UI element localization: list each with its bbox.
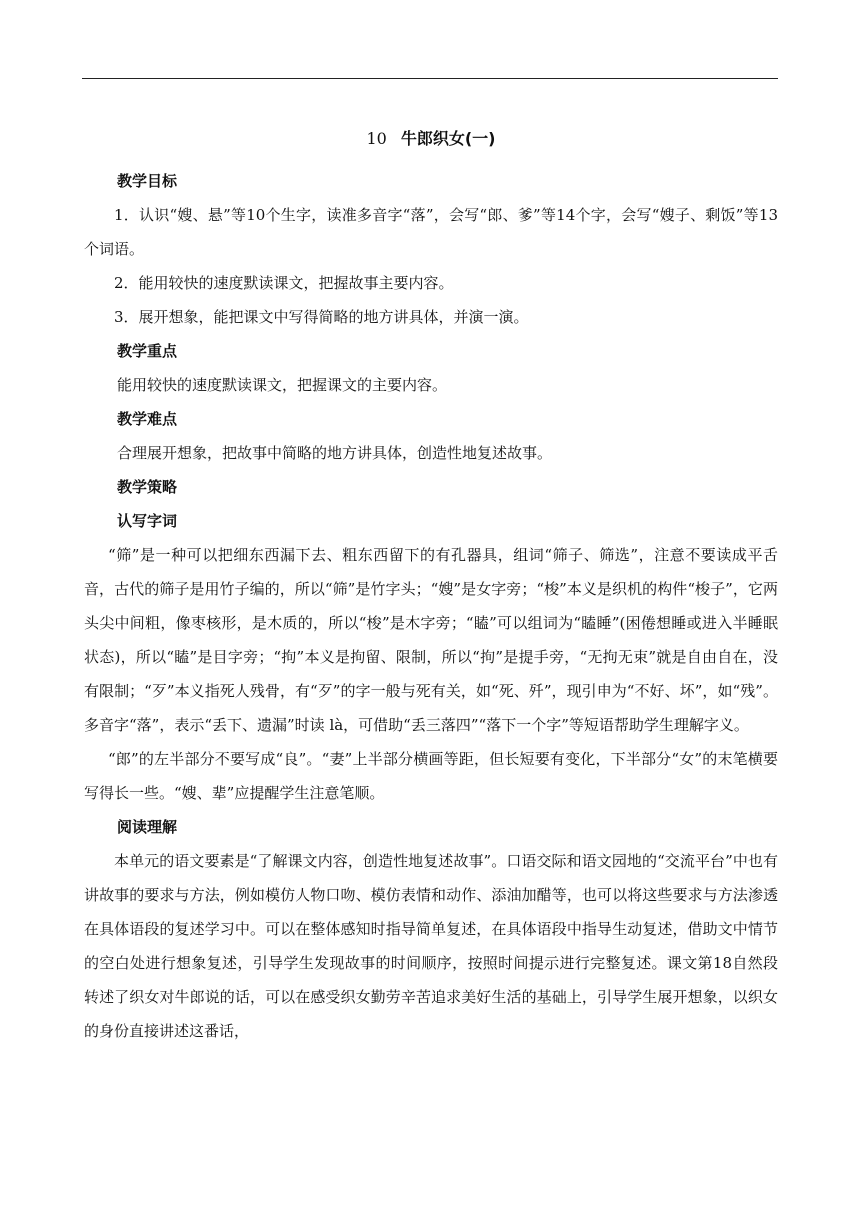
difficulties-text: 合理展开想象，把故事中简略的地方讲具体，创造性地复述故事。: [117, 444, 553, 462]
section-heading-goals: 教学目标: [117, 172, 178, 190]
words-paragraph-1: “筛”是一种可以把细东西漏下去、粗东西留下的有孔器具，组词“筛子、筛选”，注意不要读成平舌音，古代的筛子是用竹子编的，所以“筛”是竹字头；“嫂”是女字旁；“梭”本义是织机的构件“梭子”，它两头尖中间粗，像枣核形，是木质的，所以“梭”是木字旁；“瞌”可以组词为“瞌睡”(困倦想睡或进入半睡眠状态)，所以“瞌”是目字旁；“拘”本义是拘留、限制，所以“拘”是提手旁，“无拘无束”就是自由自在，没有限制；“歹”本义指死人残骨，有“歹”的字一般与死有关，如“死、歼”，现引申为“不好、坏”，如“残”。多音字“落”，表示“丢下、遗漏”时读 là，可借助“丢三落四”“落下一个字”等短语帮助学生理解字义。: [84, 546, 778, 734]
goal-item-2: 2．能用较快的速度默读课文，把握故事主要内容。: [114, 274, 454, 292]
subsection-heading-words: 认写字词: [117, 512, 178, 530]
section-heading-strategy: 教学策略: [117, 478, 178, 496]
words-paragraph-2: “郎”的左半部分不要写成“良”。“妻”上半部分横画等距，但长短要有变化，下半部分“女”的末笔横要写得长一些。“嫂、辈”应提醒学生注意笔顺。: [84, 750, 778, 802]
goal-item-1: 1．认识“嫂、悬”等10个生字，读准多音字“落”，会写“郎、爹”等14个字，会写“嫂子、剩饭”等13个词语。: [84, 206, 778, 258]
document-body: [84, 126, 778, 1048]
reading-paragraph-1: 本单元的语文要素是“了解课文内容，创造性地复述故事”。口语交际和语文园地的“交流平台”中也有讲故事的要求与方法，例如模仿人物口吻、模仿表情和动作、添油加醋等，也可以将这些要求与方法渗透在具体语段的复述学习中。可以在整体感知时指导简单复述，在具体语段中指导生动复述，借助文中情节的空白处进行想象复述，引导学生发现故事的时间顺序，按照时间提示进行完整复述。课文第18自然段转述了织女对牛郎说的话，可以在感受织女勤劳辛苦追求美好生活的基础上，引导学生展开想象，以织女的身份直接讲述这番话，: [84, 852, 778, 1040]
key-points-text: 能用较快的速度默读课文，把握课文的主要内容。: [117, 376, 448, 394]
header-rule: [82, 78, 778, 79]
lesson-title: [84, 126, 778, 152]
section-heading-difficulties: 教学难点: [117, 410, 178, 428]
section-heading-key-points: 教学重点: [117, 342, 178, 360]
subsection-heading-reading: 阅读理解: [117, 818, 178, 836]
goal-item-3: 3．展开想象，能把课文中写得简略的地方讲具体，并演一演。: [114, 308, 529, 326]
lesson-title-text: 牛郎织女(一): [400, 129, 496, 148]
lesson-number: 10: [366, 129, 387, 148]
